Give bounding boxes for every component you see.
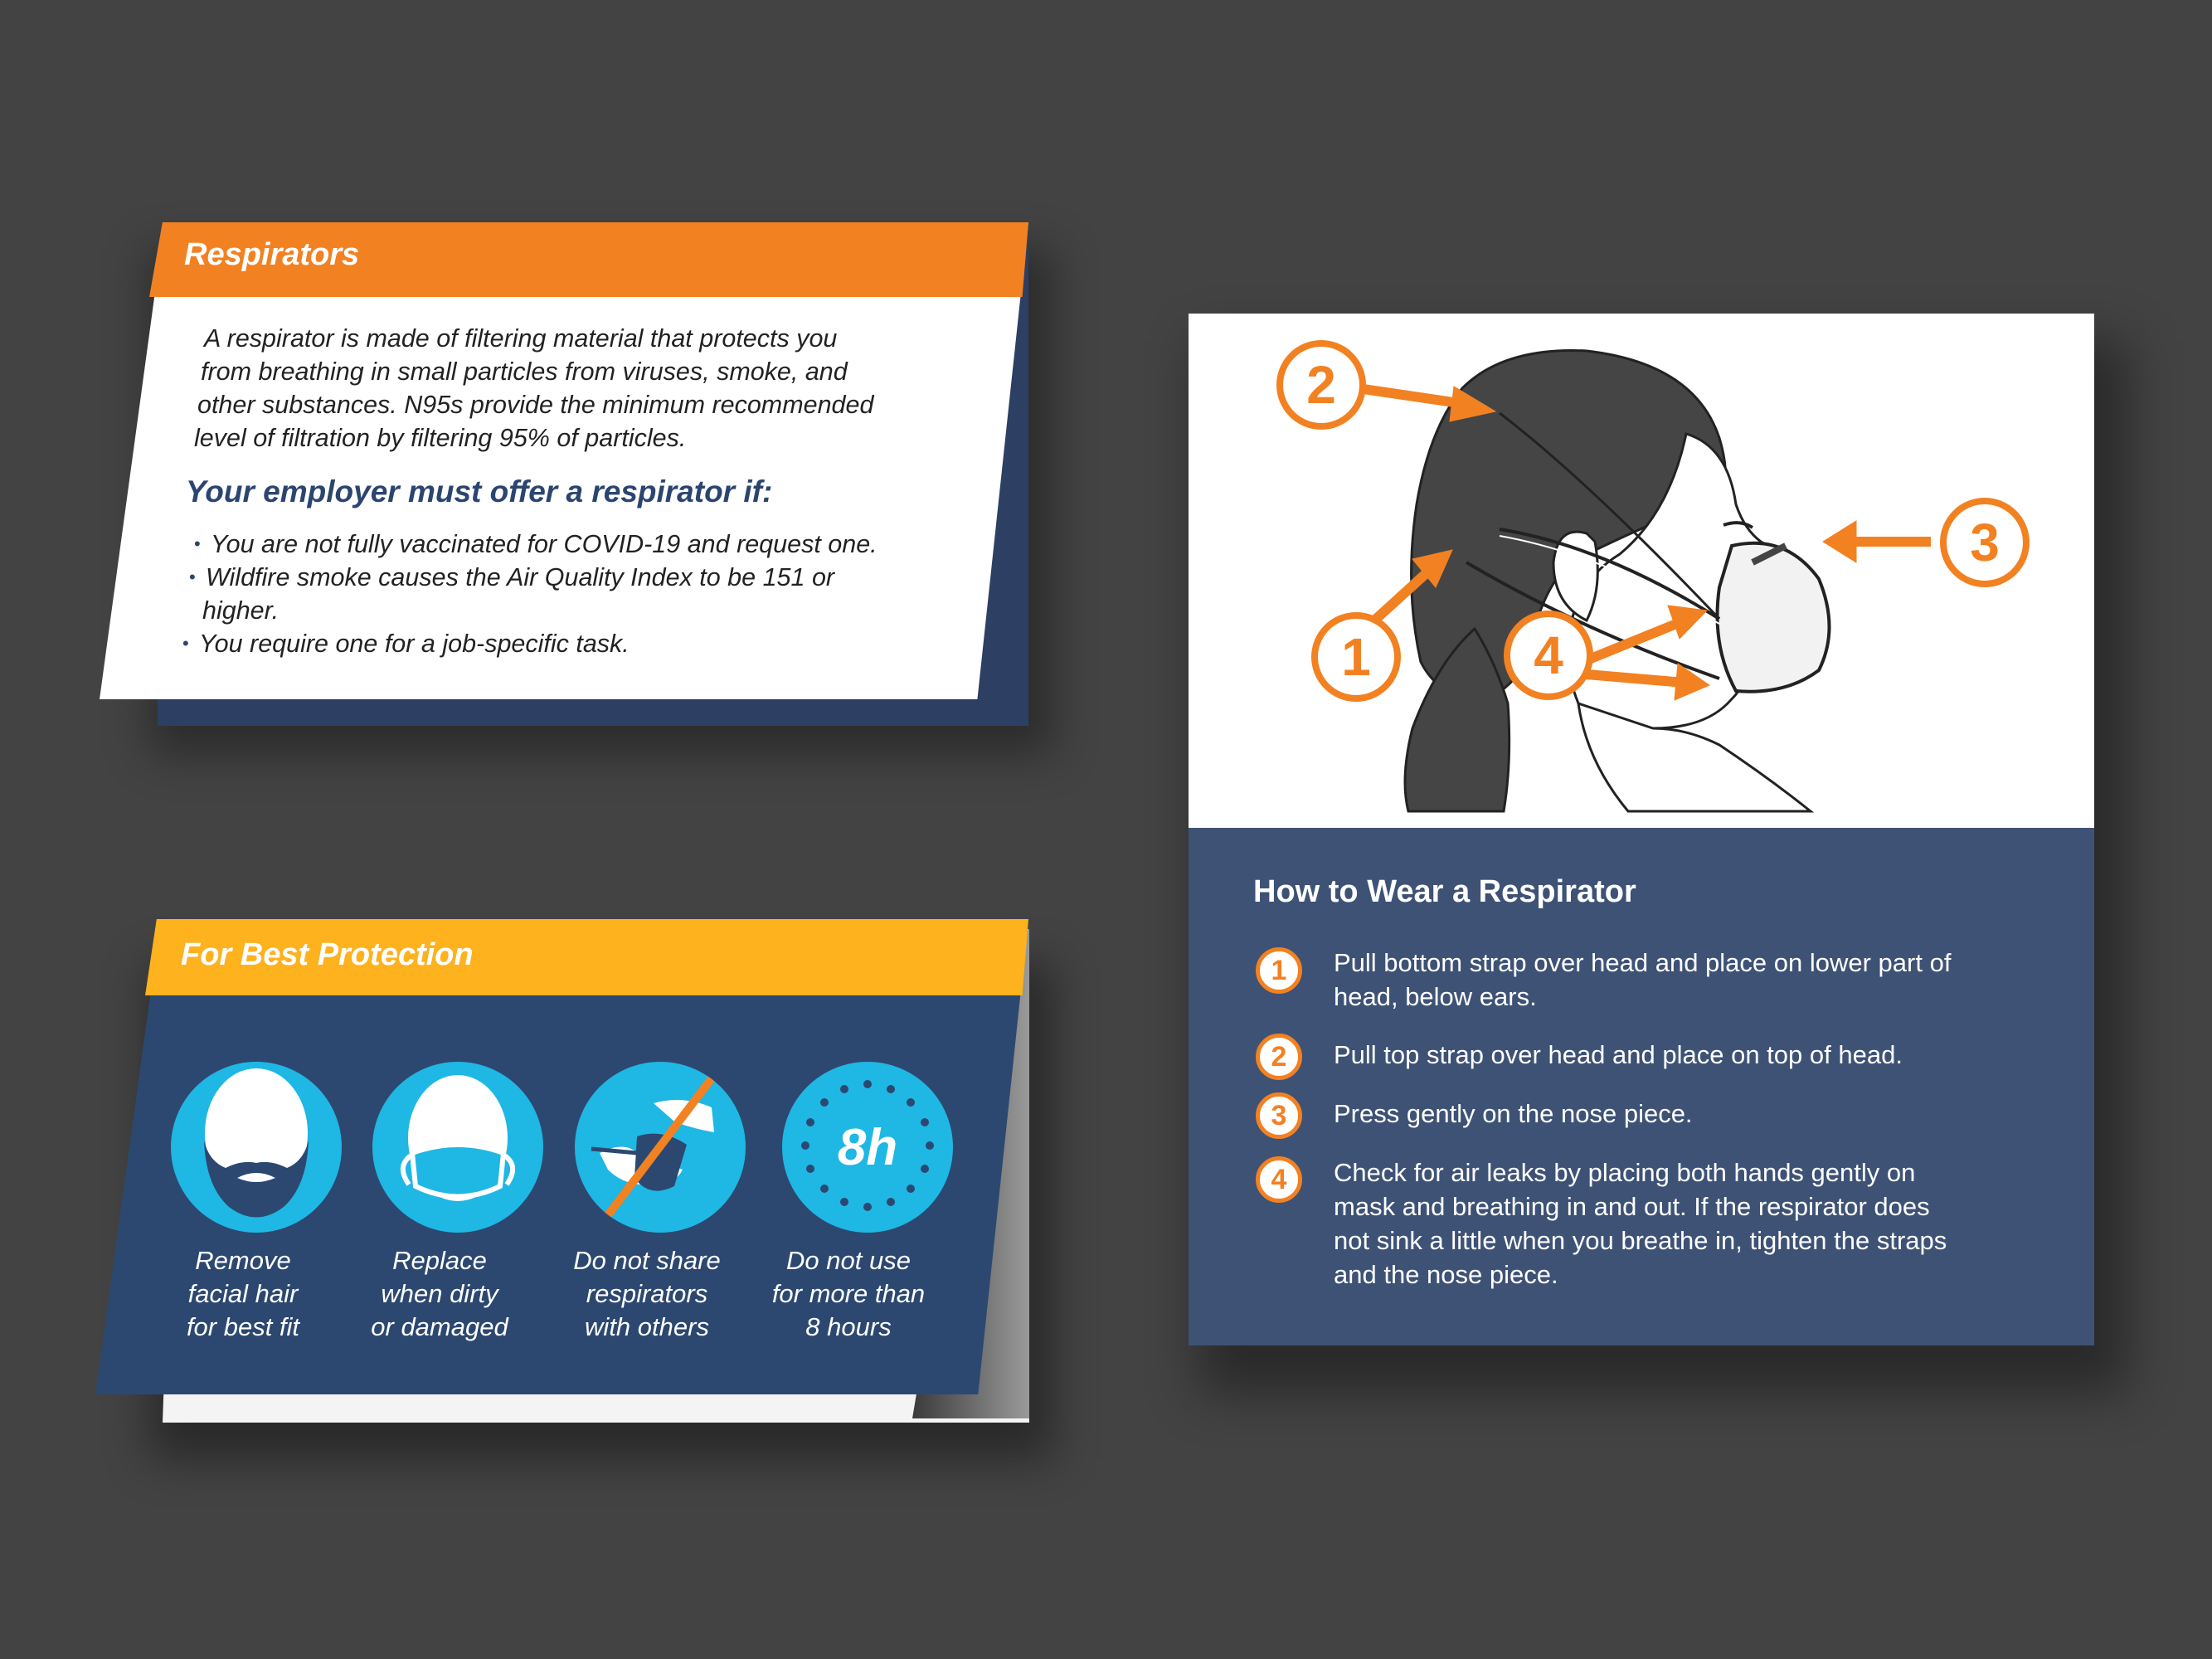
caption-line: facial hair xyxy=(187,1279,299,1308)
step-number-badge: 1 xyxy=(1256,947,1302,994)
list-item xyxy=(189,561,878,594)
mask-icon xyxy=(372,1062,543,1233)
caption-line: for best fit xyxy=(186,1312,300,1341)
bullet-icon: • xyxy=(194,533,201,554)
list-item-text: higher. xyxy=(202,596,280,625)
description-line: from breathing in small particles from viruses, smoke, and xyxy=(201,358,848,386)
step-text xyxy=(1334,946,1951,1014)
caption-line: Replace xyxy=(392,1246,487,1275)
caption-line: Do not use xyxy=(786,1246,911,1275)
respirators-card-title: Respirators xyxy=(184,237,360,272)
description-line: A respirator is made of filtering material that protects you xyxy=(204,324,838,353)
step-line: mask and breathing in and out. If the respirator does xyxy=(1334,1192,1930,1221)
tip-caption xyxy=(539,1244,755,1344)
caption-line: for more than xyxy=(771,1279,926,1308)
caption-line: or damaged xyxy=(371,1312,508,1341)
caption-line: 8 hours xyxy=(805,1312,892,1341)
tip-caption xyxy=(741,1244,956,1344)
caption-line: when dirty xyxy=(381,1279,498,1308)
caption-line: respirators xyxy=(586,1279,708,1308)
step-text xyxy=(1334,1155,1947,1292)
step-line: Check for air leaks by placing both hands gently on xyxy=(1334,1158,1916,1187)
caption-line: Do not share xyxy=(573,1246,721,1275)
illustration-number-badge: 4 xyxy=(1504,611,1593,700)
illustration-number-badge: 1 xyxy=(1311,612,1401,702)
step-line: Pull top strap over head and place on top of head. xyxy=(1334,1040,1903,1069)
step-line: Pull bottom strap over head and place on lower part of xyxy=(1334,948,1952,977)
no-share-icon xyxy=(575,1062,746,1233)
list-item-continued xyxy=(202,594,878,627)
list-item xyxy=(182,627,878,660)
list-item-text: Wildfire smoke causes the Air Quality Index to be 151 or xyxy=(206,563,835,591)
wear-illustration-panel xyxy=(1189,314,2094,828)
step-number-badge: 3 xyxy=(1256,1092,1302,1139)
step-text xyxy=(1334,1038,1903,1072)
tip-caption xyxy=(332,1244,547,1344)
step-line: not sink a little when you breathe in, tighten the straps xyxy=(1334,1226,1947,1255)
caption-line: Remove xyxy=(195,1246,291,1275)
list-item xyxy=(194,528,878,561)
respirators-description xyxy=(192,322,972,455)
clock-label: 8h xyxy=(837,1119,898,1176)
step-text xyxy=(1334,1097,1693,1131)
wear-instructions-heading: How to Wear a Respirator xyxy=(1253,874,1636,909)
illustration-number-badge: 2 xyxy=(1276,340,1366,430)
description-line: other substances. N95s provide the minimum recommended xyxy=(197,391,874,419)
list-item-text: You require one for a job-specific task. xyxy=(199,630,630,658)
step-number-badge: 2 xyxy=(1256,1034,1302,1080)
caption-line: with others xyxy=(585,1312,709,1341)
bullet-icon: • xyxy=(182,633,189,654)
beard-icon xyxy=(171,1062,342,1233)
requirement-list xyxy=(166,528,878,660)
step-line: and the nose piece. xyxy=(1334,1260,1558,1289)
clock-8h-icon xyxy=(782,1062,953,1233)
bullet-icon: • xyxy=(189,567,196,587)
step-number-badge: 4 xyxy=(1256,1156,1302,1203)
tip-caption xyxy=(135,1244,351,1344)
step-line: Press gently on the nose piece. xyxy=(1334,1099,1693,1128)
description-line: level of filtration by filtering 95% of particles. xyxy=(194,424,687,452)
employer-requirement-heading: Your employer must offer a respirator if: xyxy=(186,474,773,508)
list-item-text: You are not fully vaccinated for COVID-19 and request one. xyxy=(211,530,878,558)
illustration-number-badge: 3 xyxy=(1940,498,2030,587)
step-line: head, below ears. xyxy=(1334,982,1537,1011)
protection-card-title: For Best Protection xyxy=(181,937,474,972)
